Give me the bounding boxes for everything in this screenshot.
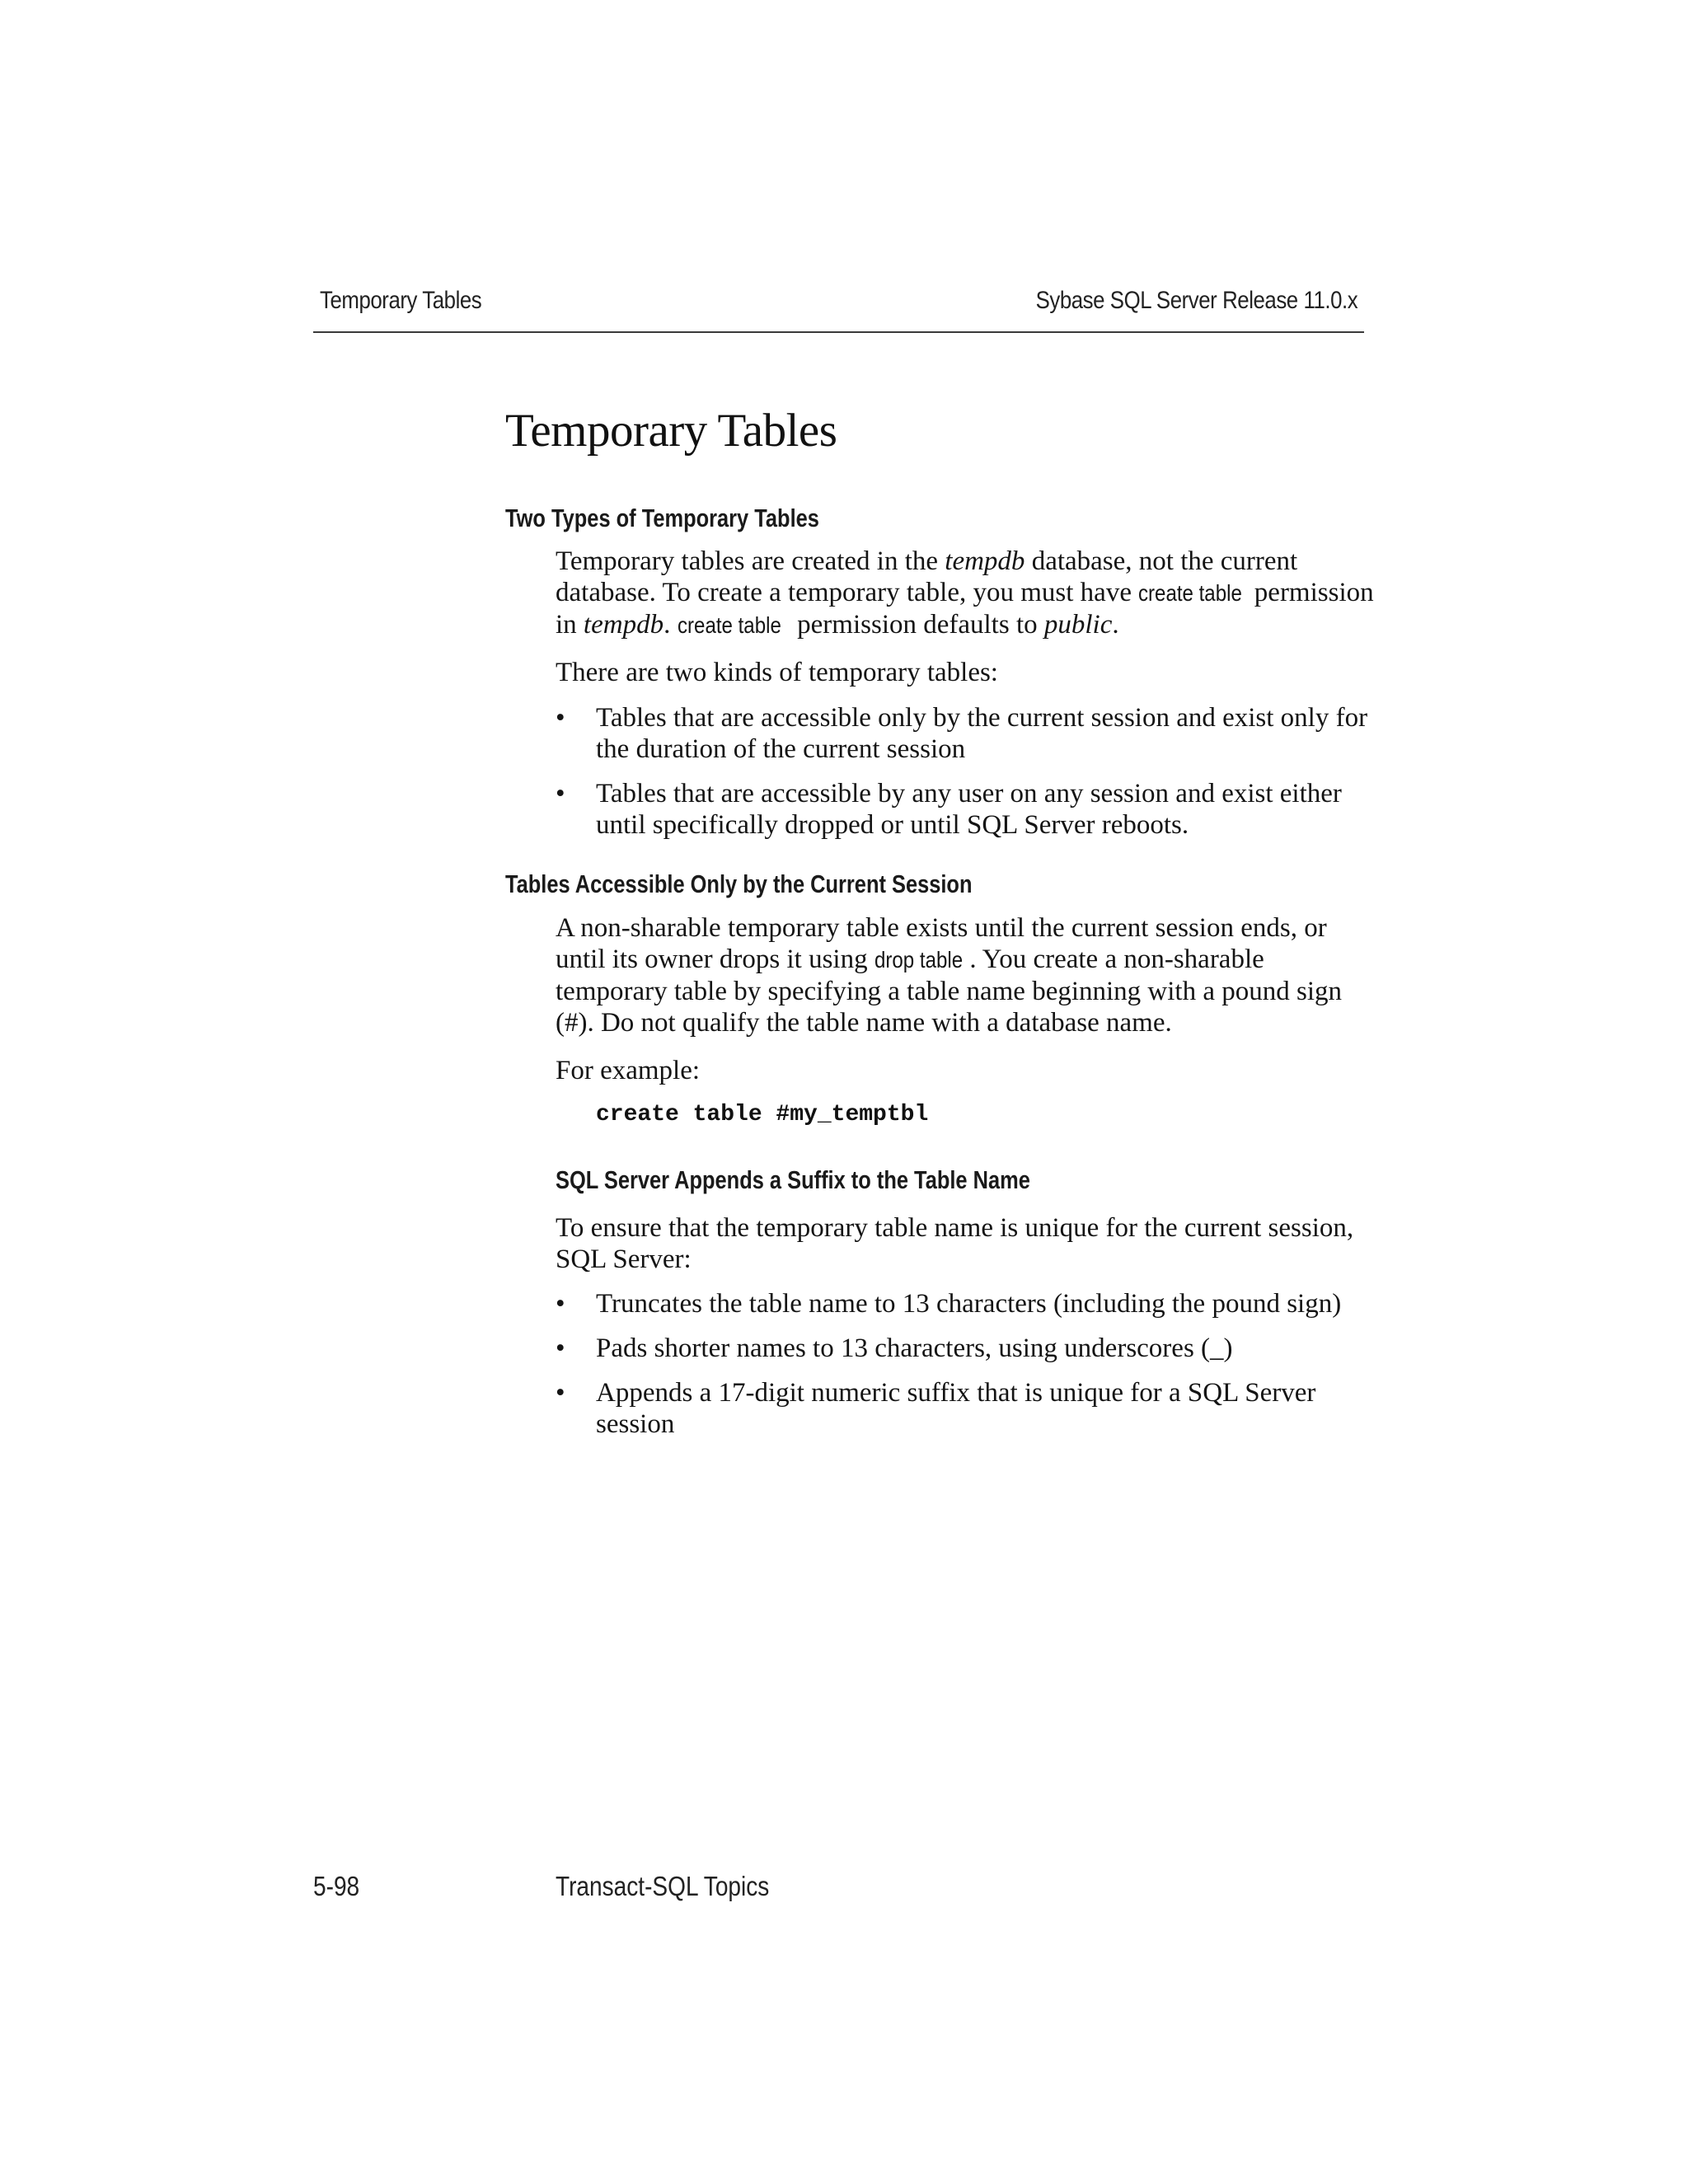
footer-book-title: Transact-SQL Topics — [556, 1871, 770, 1901]
list-item: • Tables that are accessible by any user on any session and exist either until specifically dropped or until SQL Server reboots. — [556, 779, 1342, 840]
header-section-title: Temporary Tables — [320, 287, 482, 314]
page-title: Temporary Tables — [505, 405, 837, 457]
bullet-icon: • — [556, 1378, 565, 1408]
term-public: public — [1043, 610, 1113, 640]
paragraph-two-kinds: There are two kinds of temporary tables: — [556, 658, 998, 687]
subsection-heading-suffix: SQL Server Appends a Suffix to the Table Name — [556, 1165, 1030, 1194]
section-heading-two-types: Two Types of Temporary Tables — [505, 504, 819, 532]
bullet-icon: • — [556, 779, 565, 808]
term-tempdb: tempdb — [945, 546, 1025, 576]
list-item: • Appends a 17-digit numeric suffix that is unique for a SQL Server session — [556, 1378, 1316, 1439]
command-drop-table: drop table — [874, 947, 963, 972]
bullet-list-name-rules — [556, 1288, 1380, 1453]
footer-page-number: 5-98 — [313, 1871, 360, 1901]
term-tempdb: tempdb — [583, 610, 664, 640]
bullet-icon: • — [556, 1289, 565, 1319]
code-example: create table #my_temptbl — [596, 1102, 929, 1127]
bullet-icon: • — [556, 703, 565, 733]
paragraph-unique-name: To ensure that the temporary table name is unique for the current session, SQL Server: — [556, 1213, 1354, 1274]
list-item: • Tables that are accessible only by the current session and exist only for the duration of the current session — [556, 703, 1368, 764]
command-create-table: create table — [677, 612, 781, 638]
paragraph-for-example: For example: — [556, 1056, 701, 1085]
bullet-list-table-kinds — [556, 702, 1380, 854]
running-header — [313, 287, 1364, 333]
list-item: • Pads shorter names to 13 characters, using underscores (_) — [556, 1333, 1233, 1363]
paragraph-non-sharable: A non-sharable temporary table exists until the current session ends, or until its owner drops it using drop table . You create a non-sharable temporary table by specifying a table name beginning with a pound sign (#). Do not qualify the table name with a database name. — [556, 913, 1343, 1038]
list-item: • Truncates the table name to 13 characters (including the pound sign) — [556, 1289, 1342, 1319]
command-create-table: create table — [1138, 580, 1243, 606]
section-heading-current-session: Tables Accessible Only by the Current Session — [505, 869, 973, 898]
bullet-icon: • — [556, 1333, 565, 1363]
paragraph-tempdb-intro: Temporary tables are created in the tempdb database, not the current database. To create a temporary table, you must have create table permission in tempdb. create table permission defaults to public. — [556, 546, 1374, 640]
header-product-release: Sybase SQL Server Release 11.0.x — [1035, 287, 1357, 314]
